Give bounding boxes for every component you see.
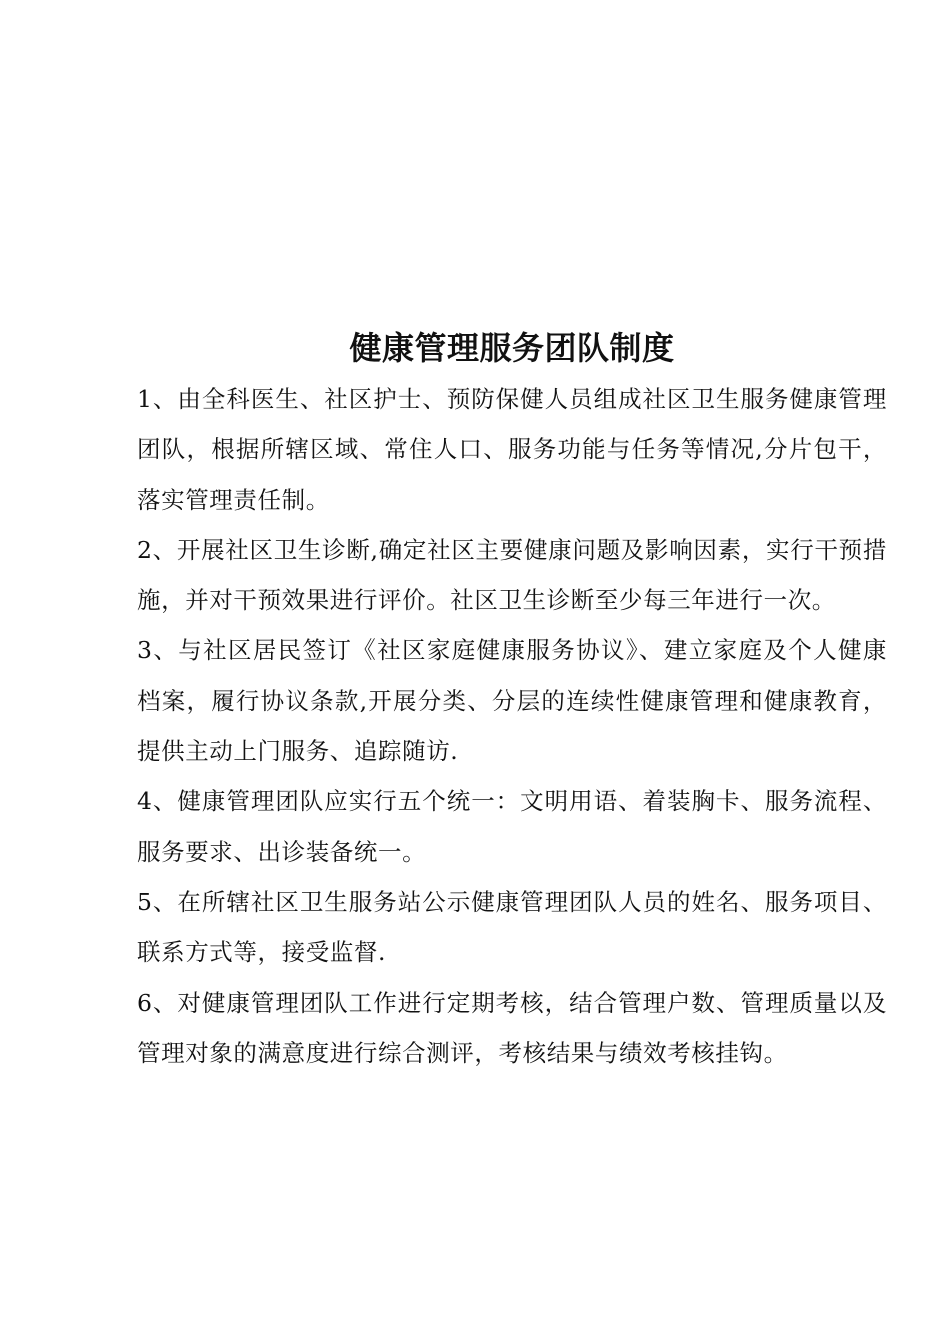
paragraph-6: 6、对健康管理团队工作进行定期考核，结合管理户数、管理质量以及管理对象的满意度进行综合测评，考核结果与绩效考核挂钩。	[137, 988, 887, 1067]
document-body	[137, 374, 887, 1078]
paragraph-2: 2、开展社区卫生诊断,确定社区主要健康问题及影响因素，实行干预措施，并对干预效果进行评价。社区卫生诊断至少每三年进行一次。	[137, 535, 887, 615]
paragraph-3: 3、与社区居民签订《社区家庭健康服务协议》、建立家庭及个人健康档案，履行协议条款,开展分类、分层的连续性健康管理和健康教育，提供主动上门服务、追踪随访.	[137, 636, 887, 766]
paragraph-1: 1、由全科医生、社区护士、预防保健人员组成社区卫生服务健康管理团队，根据所辖区域、常住人口、服务功能与任务等情况,分片包干，落实管理责任制。	[137, 385, 887, 514]
document-title: 健康管理服务团队制度	[349, 329, 675, 367]
paragraph-5: 5、在所辖社区卫生服务站公示健康管理团队人员的姓名、服务项目、联系方式等，接受监督.	[137, 887, 887, 967]
paragraph-4: 4、健康管理团队应实行五个统一：文明用语、着装胸卡、服务流程、服务要求、出诊装备统一。	[137, 787, 887, 866]
